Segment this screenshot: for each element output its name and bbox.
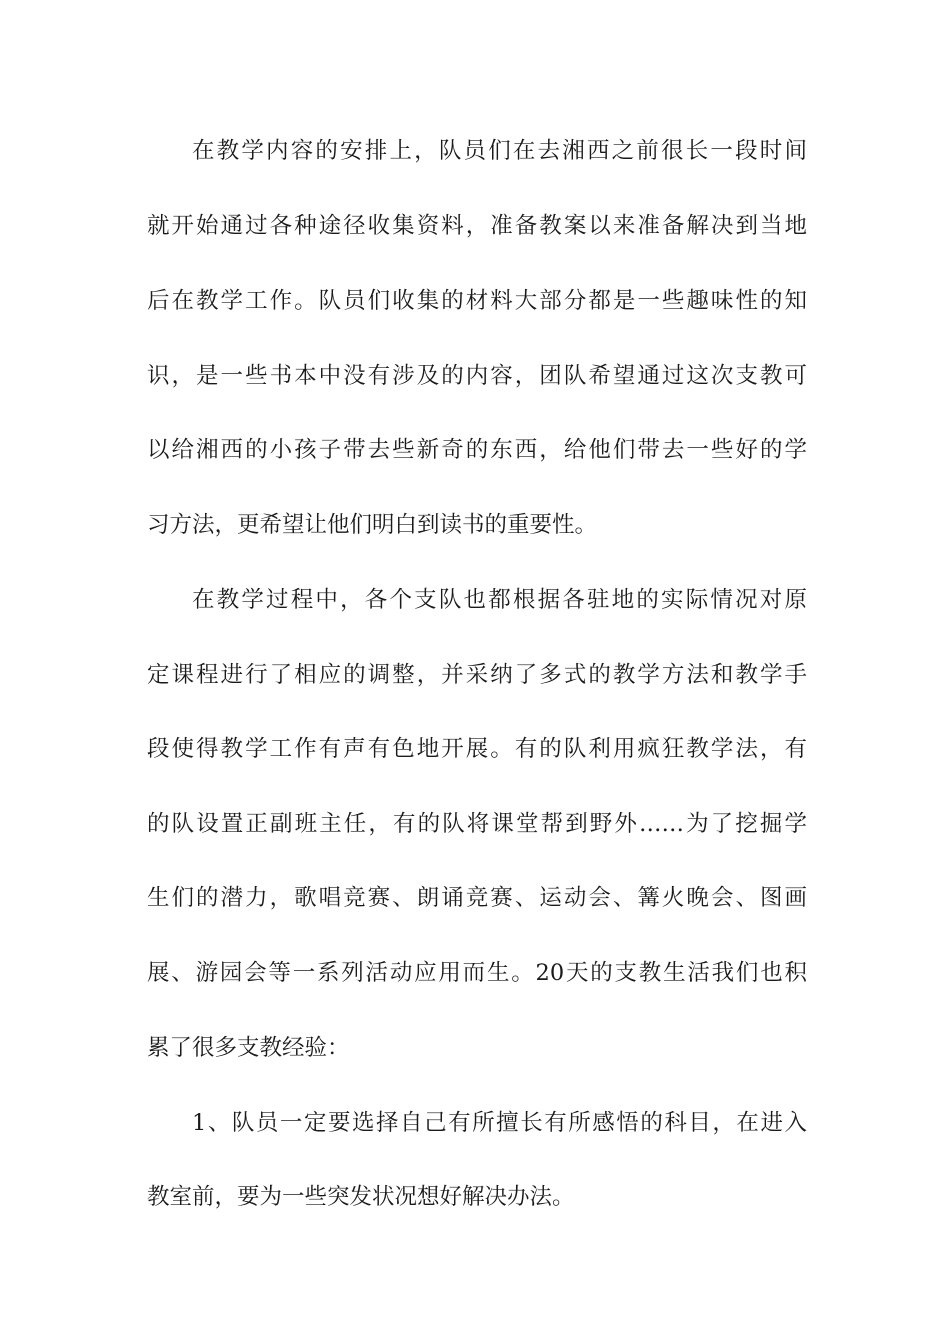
paragraph-3-line-1: 1、队员一定要选择自己有所擅长有所感悟的科目，在进入 bbox=[192, 1110, 807, 1136]
paragraph-2-line-6: 展、游园会等一系列活动应用而生。20天的支教生活我们也积 bbox=[147, 960, 807, 986]
paragraph-1-line-2: 就开始通过各种途径收集资料，准备教案以来准备解决到当地 bbox=[147, 213, 807, 239]
paragraph-2-line-4: 的队设置正副班主任，有的队将课堂帮到野外……为了挖掘学 bbox=[147, 811, 807, 837]
paragraph-1-line-5: 以给湘西的小孩子带去些新奇的东西，给他们带去一些好的学 bbox=[147, 437, 807, 463]
paragraph-2-line-7: 累了很多支教经验： bbox=[147, 1035, 350, 1061]
paragraph-3-line-2: 教室前，要为一些突发状况想好解决办法。 bbox=[147, 1184, 575, 1210]
paragraph-2-line-1: 在教学过程中，各个支队也都根据各驻地的实际情况对原 bbox=[192, 587, 807, 613]
paragraph-1-line-1: 在教学内容的安排上，队员们在去湘西之前很长一段时间 bbox=[192, 138, 807, 164]
paragraph-1-line-6: 习方法，更希望让他们明白到读书的重要性。 bbox=[147, 512, 598, 538]
paragraph-1-line-4: 识，是一些书本中没有涉及的内容，团队希望通过这次支教可 bbox=[147, 363, 807, 389]
paragraph-2-line-2: 定课程进行了相应的调整，并采纳了多式的教学方法和教学手 bbox=[147, 662, 807, 688]
paragraph-2-line-5: 生们的潜力，歌唱竞赛、朗诵竞赛、运动会、篝火晚会、图画 bbox=[147, 885, 807, 911]
paragraph-2-line-3: 段使得教学工作有声有色地开展。有的队利用疯狂教学法，有 bbox=[147, 736, 807, 762]
paragraph-1-line-3: 后在教学工作。队员们收集的材料大部分都是一些趣味性的知 bbox=[147, 288, 807, 314]
